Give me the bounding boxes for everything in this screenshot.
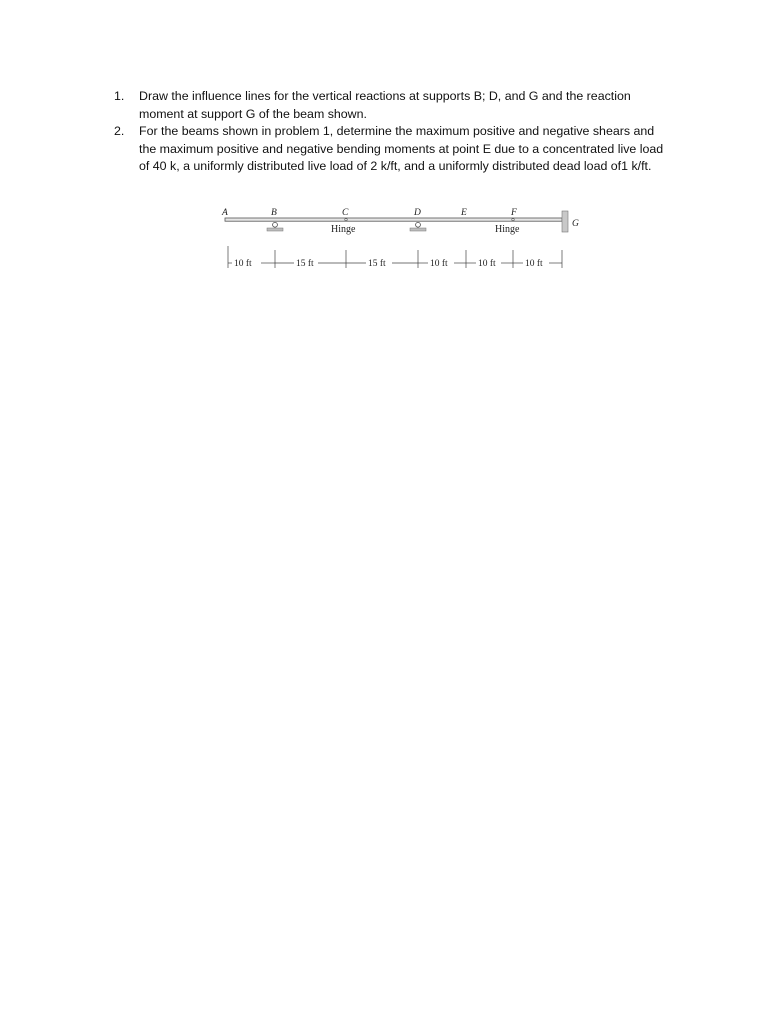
problem-2-number: 2. [114,124,125,139]
roller-support-b [267,222,283,231]
roller-support-d [410,222,426,231]
dimension-ef: 10 ft [478,259,496,269]
label-d: D [414,208,421,218]
beam [225,218,562,221]
fixed-support-g [562,211,568,232]
dimension-bc: 15 ft [296,259,314,269]
label-e: E [461,208,467,218]
beam-figure [218,200,590,276]
problem-1 [114,88,674,123]
problem-1-text: Draw the influence lines for the vertical reactions at supports B; D, and G and the reaction moment at support G of the beam shown. [139,89,631,121]
problem-2 [114,123,674,176]
label-c: C [342,208,349,218]
problem-list [114,88,674,176]
hinge-f [512,218,514,220]
problem-2-text: For the beams shown in problem 1, determine the maximum positive and negative shears and the maximum positive and negative bending moments at point E due to a concentrated live load of 40 k, a uniformly distributed live load of 2 k/ft, and a uniformly distributed dead load of1 k/ft. [139,124,664,174]
hinge-c [345,218,347,220]
label-g: G [572,219,579,229]
hinge-f-label: Hinge [495,224,520,235]
dimension-ab: 10 ft [234,259,252,269]
dimension-cd: 15 ft [368,259,386,269]
problem-1-number: 1. [114,89,125,103]
label-b: B [271,208,277,218]
label-a: A [222,208,228,218]
label-f: F [511,208,517,218]
beam-diagram [218,200,590,276]
dimension-fg: 10 ft [525,259,543,269]
dimension-de: 10 ft [430,259,448,269]
dimension-ticks [228,246,562,268]
hinge-c-label: Hinge [331,224,356,235]
